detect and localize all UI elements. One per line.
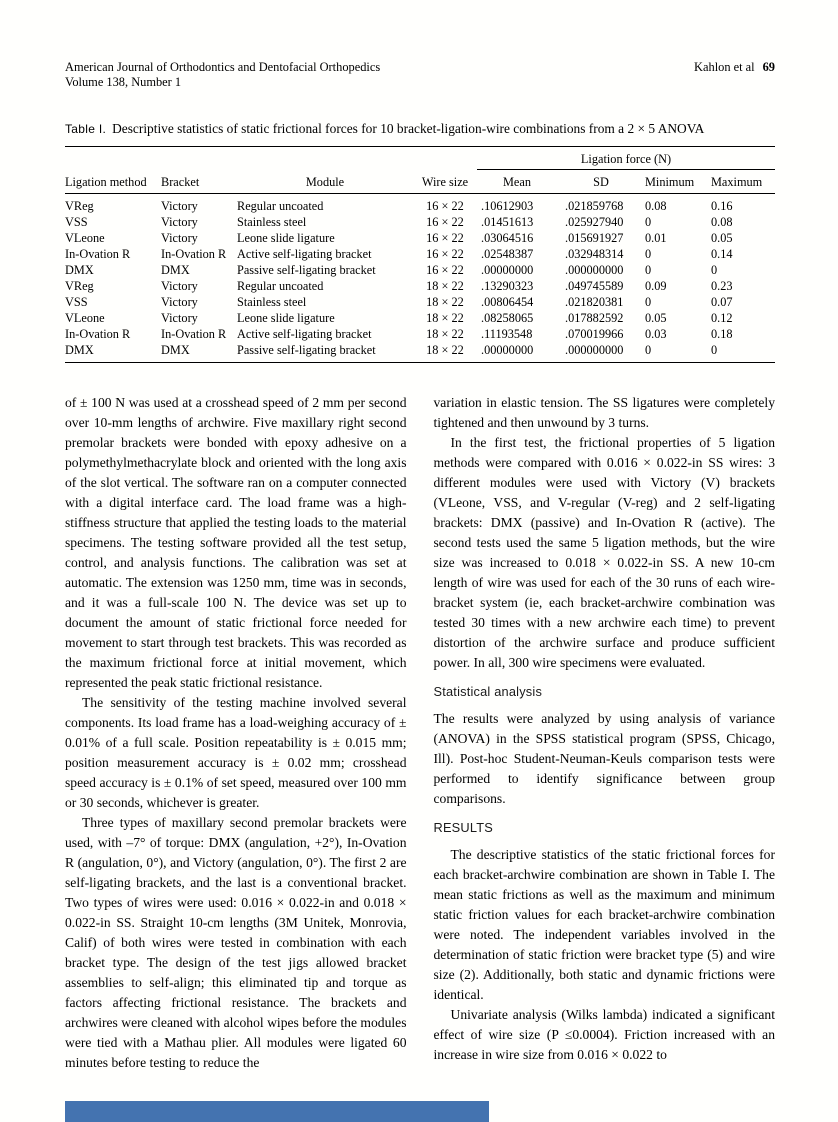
paragraph: Univariate analysis (Wilks lambda) indicated a significant effect of wire size (P ≤0.0004). Friction increased with an increase in wire size from 0.016 × 0.022 to [433, 1007, 775, 1062]
col-header-bracket: Bracket [161, 170, 237, 194]
table-cell: 0 [711, 263, 718, 277]
table-cell: VLeone [65, 231, 105, 245]
table-cell: 0 [711, 343, 718, 357]
table-cell: .13290323 [481, 279, 534, 293]
table-row [65, 342, 775, 363]
left-column [65, 393, 407, 1073]
table-cell: 0.14 [711, 247, 733, 261]
table-cell: VSS [65, 215, 88, 229]
table-cell: VReg [65, 199, 94, 213]
table-cell: Leone slide ligature [237, 311, 335, 325]
journal-info [65, 60, 380, 90]
paragraph: The descriptive statistics of the static frictional forces for each bracket-archwire combination are shown in Table I. The mean static frictions as well as the maximum and minimum static friction values for each bracket-archwire combination were noted. The independent variables involved in the determination of static friction were bracket type (5) and wire size (2). Additionally, both static and dynamic frictions were identical. [433, 847, 775, 1002]
table-cell: DMX [161, 343, 190, 357]
table-cell: 0.05 [645, 311, 667, 325]
stats-table [65, 146, 775, 363]
table-cell: 0.08 [711, 215, 733, 229]
col-header-minimum: Minimum [645, 170, 711, 194]
table-cell: .02548387 [481, 247, 534, 261]
table-cell: 18 × 22 [426, 343, 464, 357]
table-row [65, 294, 775, 310]
right-column [434, 393, 776, 1073]
table-cell: Active self-ligating bracket [237, 327, 372, 341]
table-cell: 0.16 [711, 199, 733, 213]
paragraph: variation in elastic tension. The SS ligatures were completely tightened and then unwound by 3 turns. [433, 395, 775, 430]
table-cell: .00000000 [481, 263, 534, 277]
table-cell: VReg [65, 279, 94, 293]
table-cell: 0.12 [711, 311, 733, 325]
table-cell: Victory [161, 199, 198, 213]
table-label: Table I. [65, 122, 107, 136]
table-cell: VSS [65, 295, 88, 309]
table-cell: Leone slide ligature [237, 231, 335, 245]
table-caption [65, 120, 775, 138]
table-cell: Victory [161, 311, 198, 325]
table-cell: .03064516 [481, 231, 534, 245]
table-cell: DMX [65, 343, 94, 357]
paragraph: The sensitivity of the testing machine involved several components. Its load frame has a load-weighing accuracy of ± 0.01% of a full scale. Position repeatability is ± 0.015 mm; position measurement accuracy is ± 0.02 mm; crosshead speed accuracy is ± 0.1% of set speed, measured over 100 mm or 30 seconds, whichever is greater. [65, 695, 407, 810]
heading-statistical-analysis: Statistical analysis [433, 684, 543, 699]
table-cell: 0.03 [645, 327, 667, 341]
table-cell: 0.05 [711, 231, 733, 245]
table-cell: 0 [645, 263, 652, 277]
table-cell: Passive self-ligating bracket [237, 263, 376, 277]
table-cell: .017882592 [565, 311, 624, 325]
paragraph: Three types of maxillary second premolar brackets were used, with –7° of torque: DMX (angulation, +2°), In-Ovation R (angulation, 0°), and Victory (angulation, 0°). The first 2 are self-ligating brackets, and the last is a conventional bracket. Two types of wires were used: 0.016 × 0.022-in and 0.018 × 0.022-in SS. Straight 10-cm lengths (3M Unitek, Monrovia, Calif) of both wires were tested in combination with each bracket type. The design of the test jigs allowed bracket assemblies to self-align; this eliminated tip and torque as factors affecting frictional resistance. The brackets and archwires were cleaned with alcohol wipes before the modules were tied with a Mathau plier. All modules were ligated 60 minutes before testing to reduce the [65, 815, 407, 1070]
table-cell: 16 × 22 [426, 215, 464, 229]
paragraph: In the first test, the frictional properties of 5 ligation methods were compared with 0.016 × 0.022-in SS wires: 3 different modules were used with Victory (V) brackets (VLeone, VSS, and V-regular (V-reg) and 2 self-ligating brackets: DMX (passive) and In-Ovation R (active). The second tests used the same 5 ligation methods, but the wire size was increased to 0.018 × 0.022-in SS. A new 10-cm length of wire was used for each of the 30 runs of each wire-bracket system (ie, each bracket-archwire combination was tested 30 times with a new archwire each time) to prevent distortion of the archwire surface and produce sufficient power. In all, 300 wire specimens were evaluated. [433, 435, 775, 670]
table-cell: Active self-ligating bracket [237, 247, 372, 261]
journal-title: American Journal of Orthodontics and Dentofacial Orthopedics [65, 60, 381, 74]
table-cell: Passive self-ligating bracket [237, 343, 376, 357]
table-row [65, 214, 775, 230]
table-cell: Victory [161, 295, 198, 309]
table-cell: In-Ovation R [161, 247, 227, 261]
table-cell: .00806454 [481, 295, 534, 309]
col-header-ligation-method: Ligation method [65, 170, 161, 194]
table-cell: 16 × 22 [426, 231, 464, 245]
table-cell: .015691927 [565, 231, 624, 245]
group-header-ligation-force: Ligation force (N) [477, 147, 775, 170]
table-cell: 16 × 22 [426, 199, 464, 213]
table-cell: Stainless steel [237, 295, 307, 309]
table-cell: 16 × 22 [426, 263, 464, 277]
page-number: 69 [762, 60, 775, 74]
table-row [65, 246, 775, 262]
table-row [65, 230, 775, 246]
table-cell: Stainless steel [237, 215, 307, 229]
footer-accent-bar [65, 1101, 489, 1122]
table-caption-text: Descriptive statistics of static frictional forces for 10 bracket-ligation-wire combinations from a 2 × 5 ANOVA [112, 121, 705, 136]
citation-author: Kahlon et al [694, 60, 755, 74]
table-cell: 0.23 [711, 279, 733, 293]
table-cell: .049745589 [565, 279, 624, 293]
table-row [65, 194, 775, 215]
table-body [65, 194, 775, 363]
table-cell: .11193548 [481, 327, 533, 341]
table-header-row [65, 170, 775, 194]
heading-results: RESULTS [433, 820, 493, 835]
table-cell: 0 [645, 343, 652, 357]
table-cell: Regular uncoated [237, 199, 324, 213]
table-cell: .00000000 [481, 343, 534, 357]
table-cell: 18 × 22 [426, 279, 464, 293]
col-header-module: Module [237, 170, 413, 194]
table-cell: VLeone [65, 311, 105, 325]
table-cell: .032948314 [565, 247, 624, 261]
table-cell: .08258065 [481, 311, 534, 325]
page-citation [694, 60, 775, 75]
table-cell: In-Ovation R [65, 247, 131, 261]
table-cell: In-Ovation R [65, 327, 131, 341]
table-cell: 0.09 [645, 279, 667, 293]
table-cell: Victory [161, 215, 198, 229]
table-cell: .10612903 [481, 199, 534, 213]
table-cell: 16 × 22 [426, 247, 464, 261]
table-cell: 18 × 22 [426, 327, 464, 341]
table-cell: .000000000 [565, 343, 624, 357]
col-header-sd: SD [557, 170, 645, 194]
table-cell: 0.07 [711, 295, 733, 309]
table-cell: In-Ovation R [161, 327, 227, 341]
table-row [65, 262, 775, 278]
table-row [65, 326, 775, 342]
group-header-spacer [65, 147, 477, 170]
table-section [65, 120, 775, 363]
table-cell: Victory [161, 231, 198, 245]
table-cell: 0 [645, 215, 652, 229]
table-cell: .000000000 [565, 263, 624, 277]
table-cell: Regular uncoated [237, 279, 324, 293]
running-head [65, 60, 775, 90]
table-cell: 0 [645, 247, 652, 261]
col-header-maximum: Maximum [711, 170, 775, 194]
table-cell: 0.01 [645, 231, 667, 245]
table-cell: .070019966 [565, 327, 624, 341]
table-cell: .01451613 [481, 215, 534, 229]
table-cell: 0.18 [711, 327, 733, 341]
table-cell: 18 × 22 [426, 311, 464, 325]
table-cell: 0.08 [645, 199, 667, 213]
table-row [65, 278, 775, 294]
table-cell: .025927940 [565, 215, 624, 229]
table-cell: .021859768 [565, 199, 624, 213]
paragraph: of ± 100 N was used at a crosshead speed of 2 mm per second over 10-mm lengths of archwire. Five maxillary right second premolar brackets were bonded with epoxy adhesive on a polymethylmethacrylate block and oriented with the long axis of the slot vertical. The software ran on a computer connected with a digital interface card. The load frame was a high-stiffness structure that applied the testing loads to the material specimens. The testing software provided all the test setup, control, and analysis functions. The calibration was set at automatic. The extension was 1250 mm, time was in seconds, and it was a full-scale 100 N. The device was set up to document the amount of static frictional force needed for movement to start through test brackets. This was recorded as the maximum frictional force at initial movement, which represented the peak static frictional resistance. [65, 395, 407, 690]
table-cell: Victory [161, 279, 198, 293]
table-group-header-row [65, 147, 775, 170]
table-cell: DMX [161, 263, 190, 277]
table-cell: DMX [65, 263, 94, 277]
table-row [65, 310, 775, 326]
col-header-mean: Mean [477, 170, 557, 194]
table-cell: 18 × 22 [426, 295, 464, 309]
table-cell: 0 [645, 295, 652, 309]
paragraph: The results were analyzed by using analysis of variance (ANOVA) in the SPSS statistical program (SPSS, Chicago, Ill). Post-hoc Student-Neuman-Keuls comparison tests were performed to identify significance between group comparisons. [433, 711, 775, 806]
table-cell: .021820381 [565, 295, 624, 309]
body-columns [65, 393, 775, 1073]
journal-volume: Volume 138, Number 1 [65, 75, 182, 89]
col-header-wire-size: Wire size [413, 170, 477, 194]
